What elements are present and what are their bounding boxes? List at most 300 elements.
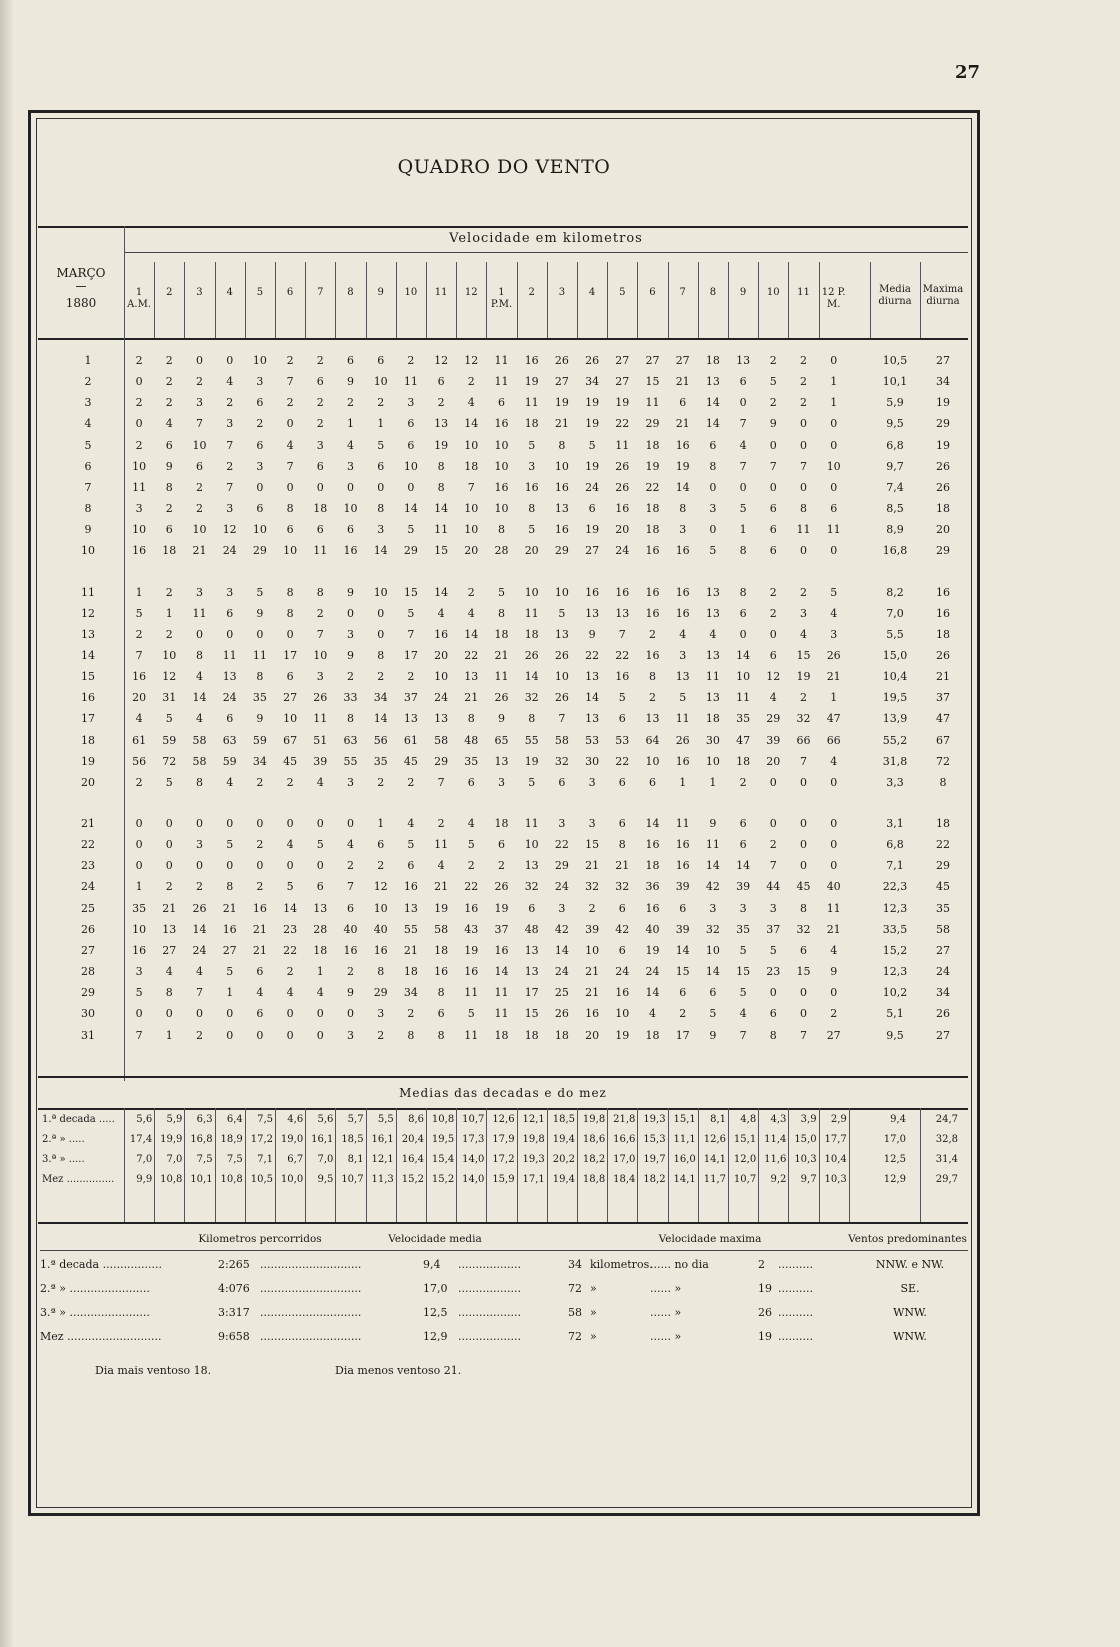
speed-cell: 4 bbox=[195, 670, 203, 684]
table-row bbox=[38, 835, 968, 857]
hour-header: 2 bbox=[166, 287, 173, 298]
day-cell: 3 bbox=[84, 396, 92, 410]
speed-cell: 7 bbox=[467, 480, 475, 494]
speed-cell: 6 bbox=[346, 523, 354, 537]
summary-day-text: ...... » bbox=[650, 1330, 682, 1343]
speed-cell: 21 bbox=[585, 965, 600, 979]
speed-cell: 8 bbox=[799, 901, 807, 915]
speed-cell: 13 bbox=[162, 922, 177, 936]
speed-cell: 14 bbox=[373, 544, 388, 558]
year-label: 1880 bbox=[65, 296, 97, 310]
means-cell: 5,5 bbox=[377, 1114, 394, 1125]
speed-cell: 8 bbox=[256, 670, 264, 684]
speed-cell: 20 bbox=[524, 544, 539, 558]
speed-cell: 16 bbox=[615, 502, 630, 516]
speed-cell: 22 bbox=[464, 880, 479, 894]
speed-cell: 9 bbox=[165, 459, 173, 473]
day-cell: 2 bbox=[84, 375, 92, 389]
speed-cell: 61 bbox=[132, 733, 147, 747]
day-cell: 12 bbox=[81, 606, 95, 620]
means-bottom-rule bbox=[38, 1222, 968, 1224]
day-cell: 17 bbox=[81, 712, 95, 726]
means-mean-cell: 9,4 bbox=[890, 1114, 906, 1125]
table-row bbox=[38, 646, 968, 668]
speed-cell: 6 bbox=[256, 396, 264, 410]
speed-cell: 5 bbox=[739, 986, 747, 1000]
speed-cell: 4 bbox=[316, 775, 324, 789]
speed-cell: 10 bbox=[826, 459, 841, 473]
summary-km-leader: ............................. bbox=[260, 1330, 362, 1343]
table-row bbox=[38, 351, 968, 373]
means-column-rule bbox=[184, 1108, 185, 1222]
max-cell: 37 bbox=[936, 691, 950, 705]
speed-cell: 0 bbox=[799, 775, 807, 789]
speed-cell: 27 bbox=[675, 354, 690, 367]
speed-cell: 33 bbox=[343, 691, 358, 705]
speed-cell: 16 bbox=[494, 943, 509, 957]
speed-cell: 14 bbox=[705, 859, 720, 873]
speed-cell: 12 bbox=[222, 523, 237, 537]
mean-cell: 55,2 bbox=[882, 733, 908, 747]
speed-cell: 3 bbox=[256, 375, 264, 389]
max-cell: 8 bbox=[939, 775, 947, 789]
summary-label: 2.ª » ....................... bbox=[40, 1282, 150, 1295]
means-cell: 19,7 bbox=[643, 1154, 666, 1165]
speed-cell: 2 bbox=[497, 859, 505, 873]
means-cell: 17,2 bbox=[492, 1154, 515, 1165]
speed-cell: 3 bbox=[739, 901, 747, 915]
speed-cell: 10 bbox=[494, 502, 509, 516]
means-column-rule bbox=[577, 1108, 578, 1222]
speed-cell: 11 bbox=[675, 712, 690, 726]
means-cell: 17,1 bbox=[522, 1174, 545, 1185]
speed-cell: 29 bbox=[252, 544, 267, 558]
speed-cell: 6 bbox=[769, 1007, 777, 1021]
day-cell: 5 bbox=[84, 438, 92, 452]
speed-cell: 16 bbox=[554, 480, 569, 494]
speed-cell: 16 bbox=[464, 901, 479, 915]
speed-cell: 14 bbox=[705, 965, 720, 979]
mean-cell: 8,2 bbox=[886, 585, 904, 599]
speed-cell: 36 bbox=[645, 880, 660, 894]
speed-cell: 18 bbox=[162, 544, 177, 558]
day-cell: 11 bbox=[81, 585, 95, 599]
speed-cell: 0 bbox=[165, 1007, 173, 1021]
means-mean-cell: 12,5 bbox=[883, 1154, 906, 1165]
max-cell: 16 bbox=[936, 606, 950, 620]
speed-cell: 14 bbox=[705, 396, 720, 410]
speed-cell: 44 bbox=[766, 880, 781, 894]
hour-column-rule bbox=[245, 262, 246, 338]
day-cell: 1 bbox=[84, 354, 92, 367]
speed-cell: 3 bbox=[346, 627, 354, 641]
max-cell: 67 bbox=[936, 733, 950, 747]
speed-cell: 2 bbox=[165, 396, 173, 410]
max-cell: 16 bbox=[936, 585, 950, 599]
speed-cell: 4 bbox=[467, 817, 475, 830]
speed-cell: 8 bbox=[648, 670, 656, 684]
speed-cell: 2 bbox=[799, 354, 807, 367]
table-row bbox=[38, 709, 968, 731]
means-cell: 7,5 bbox=[257, 1114, 273, 1125]
speed-cell: 10 bbox=[645, 754, 660, 768]
speed-cell: 12 bbox=[766, 670, 781, 684]
speed-cell: 4 bbox=[679, 627, 687, 641]
table-row bbox=[38, 983, 968, 1005]
day-cell: 10 bbox=[81, 544, 95, 558]
speed-cell: 24 bbox=[585, 480, 600, 494]
means-cell: 15,4 bbox=[431, 1154, 455, 1165]
speed-cell: 10 bbox=[132, 523, 147, 537]
speed-cell: 16 bbox=[615, 670, 630, 684]
speed-cell: 12 bbox=[434, 354, 449, 367]
speed-cell: 11 bbox=[313, 544, 328, 558]
summary-wind: NNW. e NW. bbox=[875, 1258, 945, 1271]
speed-cell: 2 bbox=[377, 775, 385, 789]
speed-cell: 0 bbox=[830, 817, 838, 830]
speed-cell: 4 bbox=[437, 859, 445, 873]
means-cell: 10,4 bbox=[824, 1154, 847, 1165]
mean-cell: 33,5 bbox=[882, 922, 908, 936]
hour-header: 6 bbox=[649, 287, 656, 298]
speed-cell: 2 bbox=[286, 354, 294, 367]
speed-cell: 2 bbox=[377, 859, 385, 873]
speed-cell: 15 bbox=[524, 1007, 539, 1021]
means-cell: 12,0 bbox=[733, 1154, 757, 1165]
speed-cell: 10 bbox=[283, 712, 298, 726]
summary-km-leader: ............................. bbox=[260, 1306, 362, 1319]
speed-cell: 13 bbox=[313, 901, 328, 915]
means-max-cell: 24,7 bbox=[935, 1114, 958, 1125]
means-column-rule bbox=[426, 1108, 427, 1222]
speed-cell: 2 bbox=[135, 627, 143, 641]
day-cell: 8 bbox=[84, 502, 92, 516]
mean-cell: 31,8 bbox=[882, 754, 908, 768]
speed-cell: 22 bbox=[615, 648, 630, 662]
speed-cell: 18 bbox=[494, 1028, 509, 1042]
summary-label: Mez ........................... bbox=[40, 1330, 162, 1343]
speed-cell: 2 bbox=[135, 775, 143, 789]
speed-cell: 0 bbox=[226, 817, 234, 830]
speed-cell: 35 bbox=[373, 754, 388, 768]
max-cell: 18 bbox=[936, 627, 950, 641]
speed-cell: 19 bbox=[585, 396, 600, 410]
speed-cell: 13 bbox=[524, 965, 539, 979]
day-cell: 18 bbox=[81, 733, 95, 747]
means-cell: 16,8 bbox=[190, 1134, 213, 1145]
speed-cell: 34 bbox=[403, 986, 418, 1000]
speed-cell: 5 bbox=[769, 375, 777, 389]
speed-cell: 27 bbox=[645, 354, 660, 367]
speed-cell: 2 bbox=[799, 585, 807, 599]
speed-cell: 21 bbox=[222, 901, 237, 915]
speed-cell: 6 bbox=[739, 375, 747, 389]
speed-cell: 7 bbox=[135, 648, 143, 662]
speed-cell: 0 bbox=[830, 480, 838, 494]
means-cell: 4,8 bbox=[740, 1114, 757, 1125]
speed-cell: 2 bbox=[346, 859, 354, 873]
speed-cell: 6 bbox=[769, 523, 777, 537]
means-cell: 9,7 bbox=[800, 1174, 817, 1185]
speed-cell: 10 bbox=[524, 838, 539, 852]
speed-cell: 27 bbox=[826, 1028, 841, 1042]
speed-cell: 9 bbox=[497, 712, 505, 726]
speed-cell: 5 bbox=[739, 502, 747, 516]
speed-cell: 21 bbox=[554, 417, 569, 431]
means-cell: 7,5 bbox=[226, 1154, 243, 1165]
speed-cell: 2 bbox=[226, 396, 234, 410]
speed-cell: 14 bbox=[705, 417, 720, 431]
means-cell: 18,4 bbox=[613, 1174, 636, 1185]
speed-cell: 21 bbox=[162, 901, 177, 915]
speed-cell: 0 bbox=[799, 817, 807, 830]
speed-cell: 5 bbox=[618, 691, 626, 705]
speed-cell: 0 bbox=[195, 1007, 203, 1021]
speed-cell: 66 bbox=[796, 733, 811, 747]
speed-cell: 6 bbox=[346, 901, 354, 915]
speed-cell: 19 bbox=[554, 396, 569, 410]
speed-cell: 16 bbox=[675, 544, 690, 558]
speed-cell: 2 bbox=[407, 1007, 415, 1021]
speed-cell: 0 bbox=[830, 986, 838, 1000]
speed-cell: 6 bbox=[165, 438, 173, 452]
speed-cell: 14 bbox=[494, 965, 509, 979]
hour-header: 7 bbox=[317, 287, 324, 298]
speed-cell: 22 bbox=[615, 417, 630, 431]
speed-cell: 8 bbox=[558, 438, 566, 452]
speed-cell: 26 bbox=[494, 880, 509, 894]
speed-cell: 6 bbox=[226, 712, 234, 726]
summary-row bbox=[40, 1254, 965, 1278]
summary-km: 9:658 bbox=[218, 1330, 250, 1343]
speed-cell: 1 bbox=[316, 965, 324, 979]
means-cell: 9,2 bbox=[770, 1174, 787, 1185]
speed-cell: 26 bbox=[554, 1007, 569, 1021]
speed-cell: 19 bbox=[675, 459, 690, 473]
speed-cell: 18 bbox=[554, 1028, 569, 1042]
speed-cell: 24 bbox=[615, 965, 630, 979]
speed-cell: 10 bbox=[252, 354, 267, 367]
speed-cell: 0 bbox=[799, 544, 807, 558]
speed-cell: 0 bbox=[226, 1007, 234, 1021]
means-cell: 20,2 bbox=[552, 1154, 575, 1165]
speed-cell: 6 bbox=[286, 523, 294, 537]
means-column-rule bbox=[456, 1108, 457, 1222]
speed-cell: 10 bbox=[705, 943, 720, 957]
speed-cell: 32 bbox=[615, 880, 630, 894]
means-cell: 18,2 bbox=[582, 1154, 606, 1165]
hour-header: 4 bbox=[226, 287, 233, 298]
speed-cell: 4 bbox=[830, 754, 838, 768]
speed-cell: 35 bbox=[132, 901, 147, 915]
speed-cell: 10 bbox=[373, 585, 388, 599]
speed-cell: 6 bbox=[739, 606, 747, 620]
speed-cell: 14 bbox=[736, 859, 751, 873]
summary-vel: 9,4 bbox=[423, 1258, 441, 1271]
speed-cell: 40 bbox=[373, 922, 388, 936]
table-top-rule bbox=[38, 226, 968, 228]
summary-vel-leader: .................. bbox=[458, 1282, 521, 1295]
hour-column-rule bbox=[275, 262, 276, 338]
speed-cell: 26 bbox=[524, 648, 539, 662]
speed-cell: 6 bbox=[407, 438, 415, 452]
mean-cell: 5,1 bbox=[886, 1007, 904, 1021]
max-cell: 26 bbox=[936, 459, 950, 473]
speed-cell: 55 bbox=[524, 733, 539, 747]
means-cell: 10,1 bbox=[190, 1174, 213, 1185]
means-cell: 10,8 bbox=[160, 1174, 183, 1185]
means-cell: 17,7 bbox=[824, 1134, 847, 1145]
speed-cell: 28 bbox=[494, 544, 509, 558]
speed-cell: 45 bbox=[796, 880, 811, 894]
hour-header: 8 bbox=[347, 287, 354, 298]
speed-cell: 20 bbox=[132, 691, 147, 705]
speed-cell: 11 bbox=[675, 817, 690, 830]
speed-cell: 26 bbox=[313, 691, 328, 705]
speed-cell: 20 bbox=[766, 754, 781, 768]
speed-cell: 5 bbox=[226, 838, 234, 852]
speed-cell: 16 bbox=[585, 1007, 600, 1021]
speed-cell: 51 bbox=[313, 733, 328, 747]
speed-cell: 7 bbox=[346, 880, 354, 894]
speed-cell: 20 bbox=[585, 1028, 600, 1042]
speed-cell: 3 bbox=[377, 523, 385, 537]
speed-cell: 0 bbox=[195, 627, 203, 641]
hour-header: 9 bbox=[739, 287, 747, 298]
speed-cell: 26 bbox=[675, 733, 690, 747]
speed-cell: 7 bbox=[226, 438, 234, 452]
speed-cell: 4 bbox=[830, 606, 838, 620]
means-cell: 15,1 bbox=[733, 1134, 757, 1145]
speed-cell: 2 bbox=[195, 502, 203, 516]
means-column-rule bbox=[305, 1108, 306, 1222]
speed-cell: 13 bbox=[494, 754, 509, 768]
speed-cell: 5 bbox=[407, 606, 415, 620]
hour-column-rule bbox=[426, 262, 427, 338]
speed-cell: 7 bbox=[618, 627, 626, 641]
speed-cell: 13 bbox=[645, 712, 660, 726]
means-cell: 4,3 bbox=[770, 1114, 787, 1125]
means-cell: 9,9 bbox=[136, 1174, 153, 1185]
speed-cell: 14 bbox=[736, 648, 751, 662]
day-cell: 7 bbox=[84, 480, 92, 494]
speed-cell: 8 bbox=[195, 648, 203, 662]
speed-cell: 16 bbox=[675, 438, 690, 452]
speed-cell: 5 bbox=[407, 838, 415, 852]
speed-cell: 16 bbox=[343, 544, 358, 558]
speed-cell: 0 bbox=[165, 838, 173, 852]
speed-cell: 22 bbox=[554, 838, 569, 852]
speed-cell: 6 bbox=[769, 544, 777, 558]
means-cell: 6,7 bbox=[287, 1154, 304, 1165]
means-column-rule bbox=[486, 1108, 487, 1222]
speed-cell: 7 bbox=[135, 1028, 143, 1042]
speed-cell: 29 bbox=[373, 986, 388, 1000]
speed-cell: 6 bbox=[377, 838, 385, 852]
max-cell: 27 bbox=[936, 1028, 950, 1042]
speed-cell: 13 bbox=[434, 712, 449, 726]
speed-cell: 27 bbox=[554, 375, 569, 389]
speed-cell: 2 bbox=[769, 354, 777, 367]
summary-day-leader: .......... bbox=[778, 1282, 813, 1295]
hour-column-rule bbox=[547, 262, 548, 338]
speed-cell: 35 bbox=[464, 754, 479, 768]
speed-cell: 39 bbox=[675, 880, 690, 894]
speed-cell: 3 bbox=[346, 775, 354, 789]
hour-column-rule bbox=[184, 262, 185, 338]
speed-cell: 16 bbox=[403, 880, 418, 894]
summary-day: 19 bbox=[758, 1330, 772, 1343]
speed-cell: 6 bbox=[165, 523, 173, 537]
means-cell: 16,4 bbox=[401, 1154, 424, 1165]
means-cell: 19,4 bbox=[552, 1174, 575, 1185]
speed-cell: 3 bbox=[679, 523, 687, 537]
speed-cell: 16 bbox=[252, 901, 267, 915]
speed-cell: 21 bbox=[192, 544, 207, 558]
speed-cell: 27 bbox=[615, 375, 630, 389]
speed-cell: 13 bbox=[736, 354, 751, 367]
means-column-rule bbox=[547, 1108, 548, 1222]
speed-cell: 6 bbox=[497, 396, 505, 410]
table-row bbox=[38, 752, 968, 774]
speed-cell: 58 bbox=[434, 733, 449, 747]
speed-cell: 16 bbox=[434, 965, 449, 979]
speed-cell: 0 bbox=[377, 627, 385, 641]
mean-cell: 3,1 bbox=[886, 817, 904, 830]
speed-cell: 11 bbox=[615, 438, 630, 452]
speed-cell: 6 bbox=[256, 1007, 264, 1021]
means-cell: 18,8 bbox=[582, 1174, 606, 1185]
means-column-rule bbox=[245, 1108, 246, 1222]
speed-cell: 10 bbox=[132, 459, 147, 473]
speed-cell: 3 bbox=[226, 585, 234, 599]
speed-cell: 39 bbox=[313, 754, 328, 768]
max-cell: 29 bbox=[936, 417, 950, 431]
speed-cell: 0 bbox=[256, 627, 264, 641]
speed-cell: 16 bbox=[645, 585, 660, 599]
means-cell: 11,3 bbox=[371, 1174, 394, 1185]
hour-header: 3 bbox=[558, 287, 566, 298]
speed-cell: 6 bbox=[648, 775, 656, 789]
speed-cell: 19 bbox=[796, 670, 811, 684]
means-row bbox=[38, 1171, 968, 1191]
hour-header: 12 P. M. bbox=[821, 287, 846, 310]
speed-cell: 11 bbox=[313, 712, 328, 726]
hour-header: 1 A.M. bbox=[127, 287, 151, 310]
speed-cell: 14 bbox=[464, 627, 479, 641]
mean-cell: 9,5 bbox=[886, 1028, 904, 1042]
speed-cell: 11 bbox=[826, 523, 841, 537]
speed-cell: 7 bbox=[799, 459, 807, 473]
speed-cell: 6 bbox=[709, 986, 717, 1000]
speed-cell: 4 bbox=[286, 438, 294, 452]
speed-cell: 3 bbox=[679, 648, 687, 662]
speed-cell: 4 bbox=[226, 375, 234, 389]
max-cell: 19 bbox=[936, 396, 950, 410]
speed-cell: 5 bbox=[165, 775, 173, 789]
speed-cell: 4 bbox=[467, 606, 475, 620]
speed-cell: 21 bbox=[675, 375, 690, 389]
speed-cell: 16 bbox=[373, 943, 388, 957]
speed-cell: 3 bbox=[256, 459, 264, 473]
speed-cell: 7 bbox=[407, 627, 415, 641]
speed-cell: 10 bbox=[192, 438, 207, 452]
speed-cell: 58 bbox=[192, 754, 207, 768]
speed-cell: 35 bbox=[252, 691, 267, 705]
mean-cell: 7,1 bbox=[886, 859, 904, 873]
speed-cell: 13 bbox=[524, 859, 539, 873]
summary-vmax: 58 bbox=[568, 1306, 582, 1319]
